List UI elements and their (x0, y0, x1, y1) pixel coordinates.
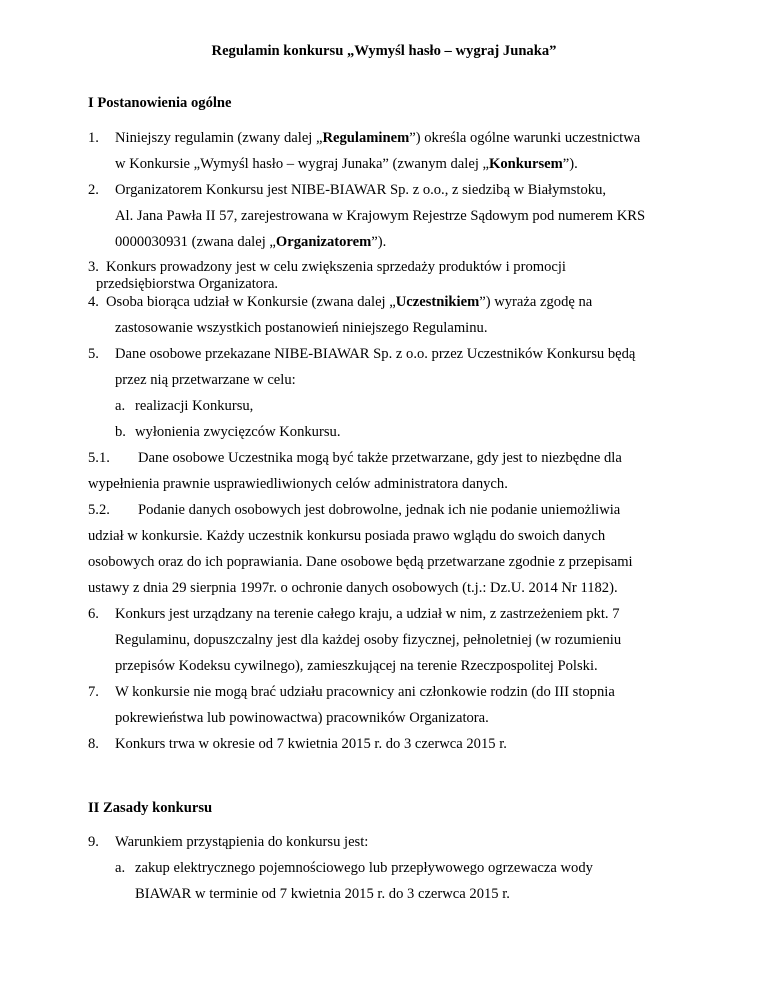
paragraph-line: osobowych oraz do ich poprawiania. Dane osobowe będą przetwarzane zgodnie z przepisami (88, 554, 633, 570)
paragraph-line: Konkurs trwa w okresie od 7 kwietnia 2015 r. do 3 czerwca 2015 r. (115, 736, 507, 752)
paragraph-line: W konkursie nie mogą brać udziału pracownicy ani członkowie rodzin (do III stopnia (115, 684, 615, 700)
item-number: 2. (88, 182, 99, 198)
sub-item-text: BIAWAR w terminie od 7 kwietnia 2015 r. do 3 czerwca 2015 r. (135, 886, 510, 902)
item-number: 3. (88, 259, 99, 275)
item-number: 6. (88, 606, 99, 622)
sub-item-text: zakup elektrycznego pojemnościowego lub przepływowego ogrzewacza wody (135, 860, 593, 876)
item-number: 9. (88, 834, 99, 850)
sub-item-text: realizacji Konkursu, (135, 398, 254, 414)
paragraph-line: udział w konkursie. Każdy uczestnik konkursu posiada prawo wglądu do swoich danych (88, 528, 606, 544)
paragraph-line: Konkurs jest urządzany na terenie całego kraju, a udział w nim, z zastrzeżeniem pkt. 7 (115, 606, 620, 622)
paragraph-line: ustawy z dnia 29 sierpnia 1997r. o ochronie danych osobowych (t.j.: Dz.U. 2014 Nr 1182). (88, 580, 618, 596)
item-number: 5.2. (88, 502, 110, 518)
paragraph-line: pokrewieństwa lub powinowactwa) pracowników Organizatora. (115, 710, 489, 726)
paragraph-line: przedsiębiorstwa Organizatora. (96, 276, 279, 292)
sub-item-letter: a. (115, 398, 126, 414)
sub-item-letter: a. (115, 860, 126, 876)
paragraph-line: Al. Jana Pawła II 57, zarejestrowana w Krajowym Rejestrze Sądowym pod numerem KRS (115, 208, 646, 224)
paragraph-line: Osoba biorąca udział w Konkursie (zwana dalej „Uczestnikiem”) wyraża zgodę na (106, 294, 593, 310)
item-number: 1. (88, 130, 99, 146)
paragraph-line: Dane osobowe Uczestnika mogą być także przetwarzane, gdy jest to niezbędne dla (138, 450, 622, 466)
item-number: 5.1. (88, 450, 110, 466)
paragraph-line: Podanie danych osobowych jest dobrowolne, jednak ich nie podanie uniemożliwia (138, 502, 621, 518)
paragraph-line: zastosowanie wszystkich postanowień niniejszego Regulaminu. (115, 320, 488, 336)
item-number: 5. (88, 346, 99, 362)
item-number: 4. (88, 294, 99, 310)
paragraph-line: wypełnienia prawnie usprawiedliwionych celów administratora danych. (88, 476, 508, 492)
sub-item-letter: b. (115, 424, 126, 440)
sub-item-text: wyłonienia zwycięzców Konkursu. (135, 424, 341, 440)
section-heading-1: I Postanowienia ogólne (88, 95, 232, 111)
section-heading-2: II Zasady konkursu (88, 800, 213, 816)
paragraph-line: przez nią przetwarzane w celu: (115, 372, 296, 388)
paragraph-line: przepisów Kodeksu cywilnego), zamieszkującej na terenie Rzeczpospolitej Polski. (115, 658, 598, 674)
document-title: Regulamin konkursu „Wymyśl hasło – wygraj Junaka” (211, 43, 557, 59)
item-number: 7. (88, 684, 99, 700)
paragraph-line: Warunkiem przystąpienia do konkursu jest: (115, 834, 369, 850)
paragraph-line: Dane osobowe przekazane NIBE-BIAWAR Sp. z o.o. przez Uczestników Konkursu będą (115, 346, 636, 362)
paragraph-line: Niniejszy regulamin (zwany dalej „Regulaminem”) określa ogólne warunki uczestnictwa (115, 130, 641, 146)
paragraph-line: Regulaminu, dopuszczalny jest dla każdej osoby fizycznej, pełnoletniej (w rozumieniu (115, 632, 622, 648)
item-number: 8. (88, 736, 99, 752)
paragraph-line: w Konkursie „Wymyśl hasło – wygraj Junaka” (zwanym dalej „Konkursem”). (115, 156, 578, 172)
paragraph-line: Organizatorem Konkursu jest NIBE-BIAWAR Sp. z o.o., z siedzibą w Białymstoku, (115, 182, 607, 198)
paragraph-line: Konkurs prowadzony jest w celu zwiększenia sprzedaży produktów i promocji (106, 259, 566, 275)
paragraph-line: 0000030931 (zwana dalej „Organizatorem”). (115, 234, 387, 250)
